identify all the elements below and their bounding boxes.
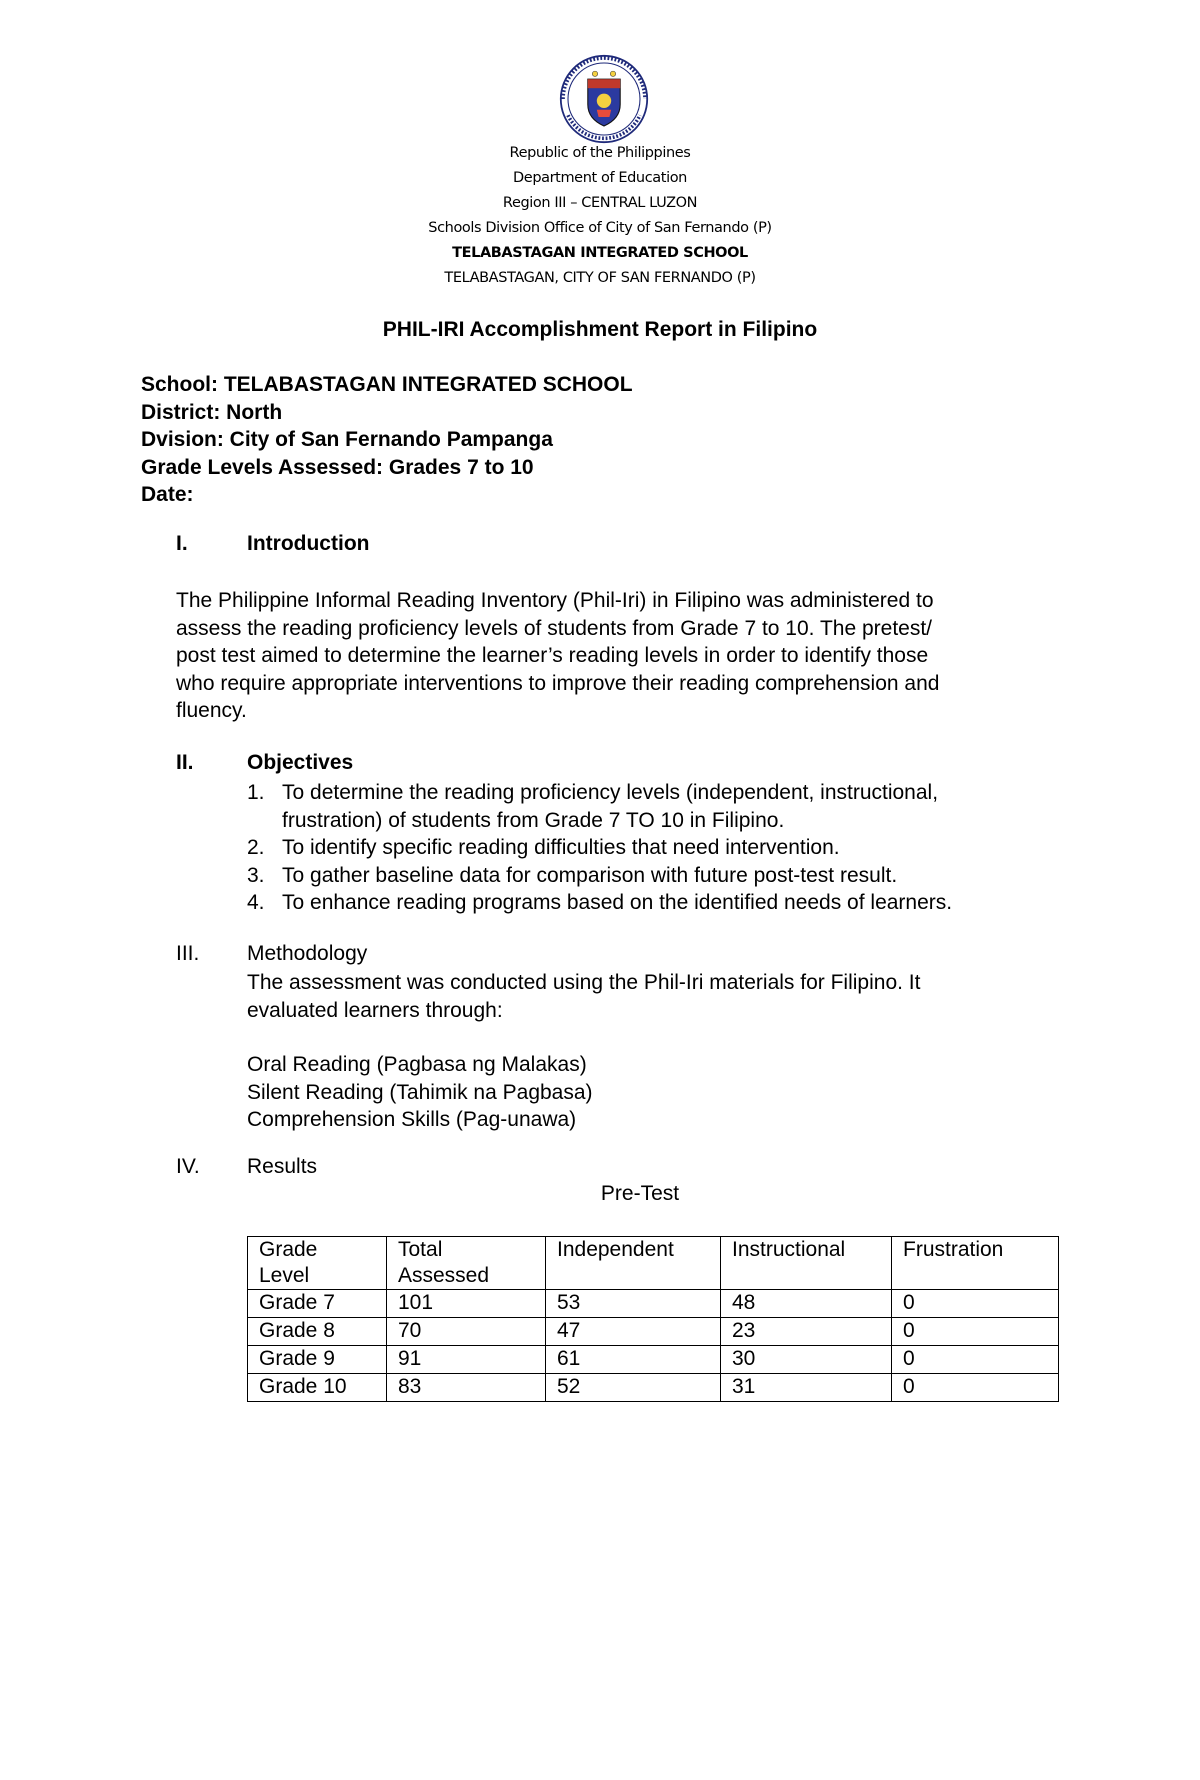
methods-list (247, 1051, 593, 1134)
paragraph-line: fluency. (176, 699, 247, 722)
objective-text: To determine the reading proficiency levels (independent, instructional, (282, 781, 939, 804)
methodology-paragraph (247, 969, 920, 1024)
objective-text: To identify specific reading difficulties that need intervention. (282, 836, 840, 859)
info-district: District: North (141, 400, 283, 424)
table-row (248, 1346, 1059, 1374)
region-line: Region III – CENTRAL LUZON (502, 195, 698, 211)
deped-seal-logo (559, 54, 649, 144)
table-row (248, 1374, 1059, 1402)
table-cell: 61 (546, 1346, 721, 1374)
method-item: Comprehension Skills (Pag-unawa) (247, 1108, 577, 1131)
header-text: Instructional (732, 1238, 846, 1261)
objective-item (247, 834, 952, 862)
table-cell: 0 (892, 1318, 1059, 1346)
objectives-list (247, 779, 952, 917)
info-grade-levels: Grade Levels Assessed: Grades 7 to 10 (141, 455, 534, 479)
objective-text: To enhance reading programs based on the identified needs of learners. (282, 891, 953, 914)
table-cell: 31 (721, 1374, 892, 1402)
table-cell: 91 (387, 1346, 546, 1374)
objective-text: frustration) of students from Grade 7 TO 10 in Filipino. (282, 808, 785, 832)
paragraph-line: assess the reading proficiency levels of students from Grade 7 to 10. The pretest/ (176, 616, 933, 640)
table-cell: Grade 9 (248, 1346, 387, 1374)
column-header (248, 1237, 387, 1290)
republic-line: Republic of the Philippines (509, 145, 691, 161)
objective-number: 3. (247, 863, 265, 887)
header-text: Assessed (398, 1264, 490, 1287)
objective-number: 4. (247, 891, 265, 914)
school-address-line: TELABASTAGAN, CITY OF SAN FERNANDO (P) (444, 270, 756, 286)
info-date: Date: (141, 483, 194, 506)
paragraph-line: evaluated learners through: (247, 998, 503, 1022)
table-cell: Grade 8 (248, 1318, 387, 1346)
header-text: Level (259, 1264, 310, 1287)
table-cell: 0 (892, 1374, 1059, 1402)
paragraph-line: post test aimed to determine the learner’s reading levels in order to identify those (176, 644, 929, 667)
report-info (141, 371, 633, 509)
section-number: III. (176, 942, 200, 965)
method-item: Silent Reading (Tahimik na Pagbasa) (247, 1080, 593, 1104)
section-title: Results (247, 1155, 318, 1178)
table-cell: 30 (721, 1346, 892, 1374)
table-row (248, 1318, 1059, 1346)
table-cell: Grade 10 (248, 1374, 387, 1402)
introduction-paragraph (176, 587, 1056, 725)
report-title: PHIL-IRI Accomplishment Report in Filipino (382, 318, 818, 341)
section-title: Introduction (247, 532, 370, 555)
section-title: Methodology (247, 942, 368, 965)
header-text: Frustration (903, 1238, 1004, 1261)
table-cell: 23 (721, 1318, 892, 1346)
table-cell: 83 (387, 1374, 546, 1402)
info-school: School: TELABASTAGAN INTEGRATED SCHOOL (141, 373, 633, 396)
table-cell: Grade 7 (248, 1290, 387, 1318)
section-title: Objectives (247, 751, 354, 774)
objective-item (247, 889, 952, 917)
table-row (248, 1290, 1059, 1318)
table-cell: 53 (546, 1290, 721, 1318)
table-cell: 101 (387, 1290, 546, 1318)
letterhead (0, 141, 1200, 291)
table-cell: 52 (546, 1374, 721, 1402)
method-item: Oral Reading (Pagbasa ng Malakas) (247, 1053, 587, 1076)
section-number: II. (176, 751, 194, 774)
table-cell: 47 (546, 1318, 721, 1346)
pretest-results-table (247, 1236, 1059, 1402)
objective-text: To gather baseline data for comparison with future post-test result. (282, 863, 898, 887)
paragraph-line: The Philippine Informal Reading Inventory (Phil-Iri) in Filipino was administered to (176, 589, 934, 612)
table-header-row (248, 1237, 1059, 1290)
header-text: Total (398, 1238, 443, 1261)
table-cell: 70 (387, 1318, 546, 1346)
objective-item (247, 779, 952, 834)
school-name-line: TELABASTAGAN INTEGRATED SCHOOL (452, 245, 748, 261)
section-number: I. (176, 532, 188, 555)
objective-number: 1. (247, 781, 265, 804)
paragraph-line: The assessment was conducted using the Phil-Iri materials for Filipino. It (247, 971, 921, 994)
column-header (387, 1237, 546, 1290)
division-office-line: Schools Division Office of City of San Fernando (P) (428, 220, 772, 236)
paragraph-line: who require appropriate interventions to improve their reading comprehension and (176, 671, 940, 695)
table-cell: 0 (892, 1290, 1059, 1318)
column-header (892, 1237, 1059, 1290)
info-division: Dvision: City of San Fernando Pampanga (141, 428, 553, 451)
table-cell: 0 (892, 1346, 1059, 1374)
column-header (721, 1237, 892, 1290)
department-line: Department of Education (513, 170, 687, 186)
objective-item (247, 862, 952, 890)
header-text: Grade (259, 1238, 318, 1261)
header-text: Independent (557, 1238, 674, 1261)
objective-number: 2. (247, 836, 265, 859)
table-cell: 48 (721, 1290, 892, 1318)
column-header (546, 1237, 721, 1290)
section-number: IV. (176, 1155, 200, 1178)
table-caption: Pre-Test (600, 1182, 680, 1205)
